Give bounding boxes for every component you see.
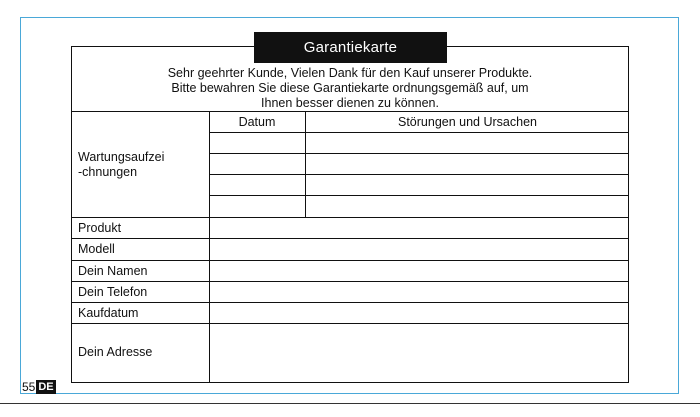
field-row-line <box>71 281 629 282</box>
label-column-divider <box>209 111 210 383</box>
intro-line-1: Sehr geehrter Kunde, Vielen Dank für den Kauf unserer Produkte. <box>167 66 533 80</box>
maint-row-line <box>209 174 629 175</box>
maintenance-label-line-2: -chnungen <box>78 165 138 179</box>
maint-row-line <box>209 195 629 196</box>
field-row-line <box>71 238 629 239</box>
intro-line-2: Bitte bewahren Sie diese Garantiekarte ordnungsgemäß auf, um <box>171 81 529 95</box>
field-name-label: Dein Namen <box>78 264 148 278</box>
col-date-header: Datum <box>238 115 276 129</box>
field-modell-label: Modell <box>78 242 115 256</box>
field-produkt-label: Produkt <box>78 221 122 235</box>
field-row-line <box>71 323 629 324</box>
maint-row-line <box>209 153 629 154</box>
maint-row-line <box>209 132 629 133</box>
field-kaufdatum-label: Kaufdatum <box>78 306 139 320</box>
field-row-line <box>71 302 629 303</box>
intro-divider <box>71 111 629 112</box>
language-badge: DE <box>38 381 54 393</box>
bottom-rule <box>0 403 700 404</box>
field-row-line <box>71 217 629 218</box>
maintenance-label <box>78 150 164 180</box>
page-number-value: 55 <box>22 380 36 394</box>
col-issues-header: Störungen und Ursachen <box>398 115 537 129</box>
page-number <box>21 380 56 394</box>
intro-line-3: Ihnen besser dienen zu können. <box>261 96 439 110</box>
card-title: Garantiekarte <box>254 32 447 63</box>
field-adresse-label: Dein Adresse <box>78 345 153 359</box>
intro-text <box>71 66 629 111</box>
field-telefon-label: Dein Telefon <box>78 285 148 299</box>
field-row-line <box>71 260 629 261</box>
maintenance-label-line-1: Wartungsaufzei <box>78 150 165 164</box>
